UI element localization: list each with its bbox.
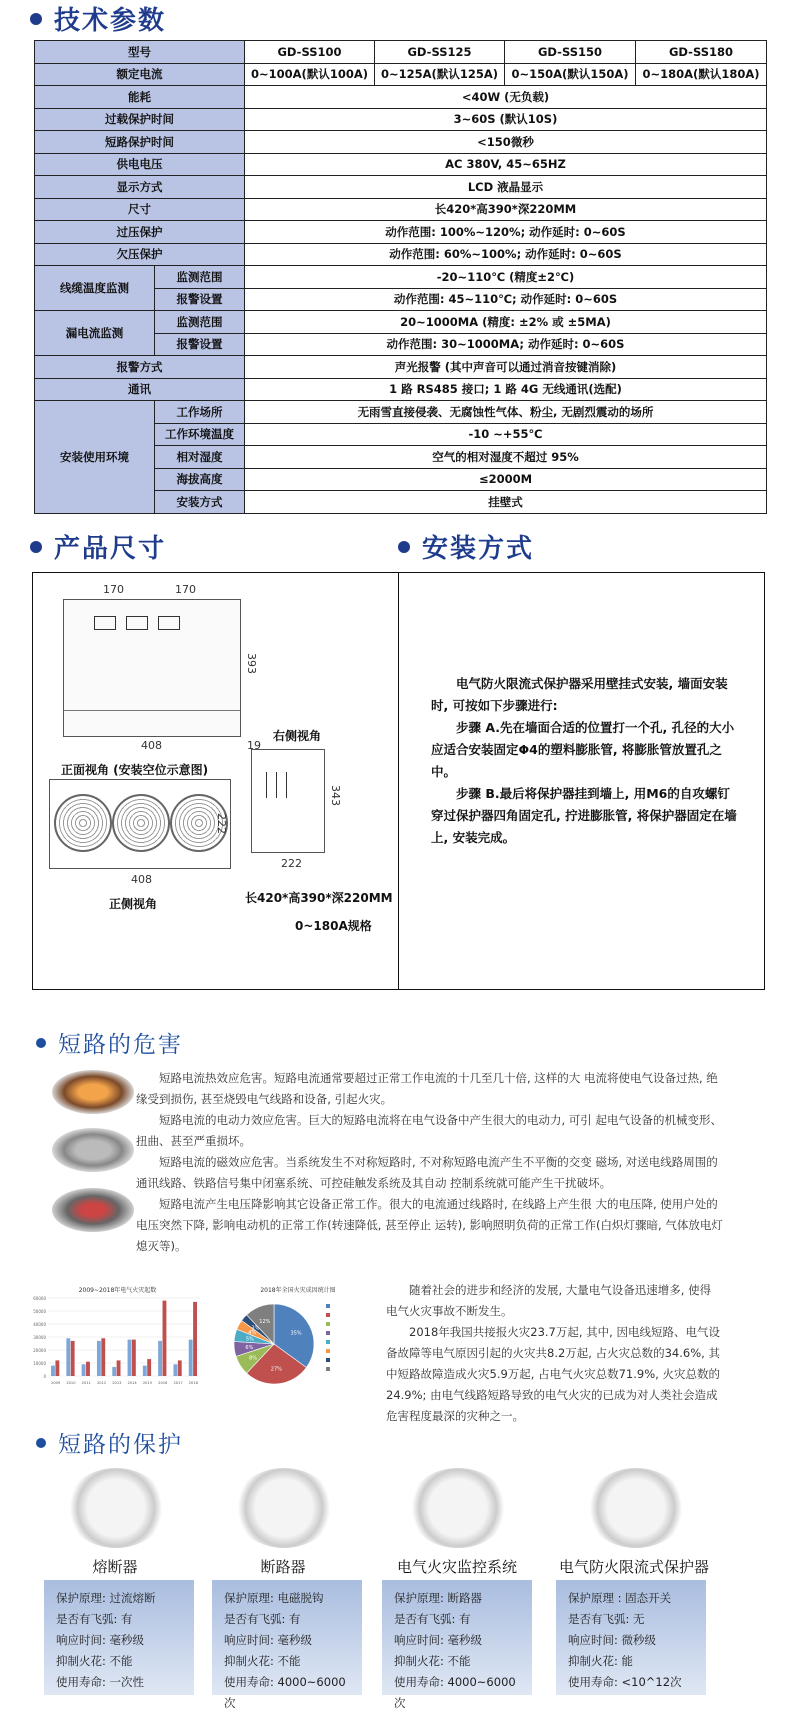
front-view-drawing	[63, 599, 241, 737]
bar	[117, 1360, 121, 1376]
spec-value: -20~110℃ (精度±2℃)	[245, 266, 767, 289]
dim-label: 408	[131, 873, 152, 886]
dimensions-title-text: 产品尺寸	[54, 534, 167, 564]
bullet-icon	[30, 541, 42, 553]
bullet-icon	[36, 1038, 46, 1048]
bar	[147, 1359, 151, 1376]
spec-row	[35, 131, 767, 154]
y-tick-label: 40000	[33, 1322, 46, 1327]
bar	[86, 1362, 90, 1376]
circuit-board-image	[52, 1188, 134, 1232]
y-tick-label: 60000	[33, 1296, 46, 1301]
monitor-system-image	[408, 1468, 508, 1548]
dim-label: 393	[245, 653, 258, 674]
x-tick-label: 2015	[142, 1381, 153, 1385]
spec-row	[35, 243, 767, 266]
fuse-image	[66, 1468, 166, 1548]
slice-label: 3%	[251, 1325, 260, 1332]
bar	[97, 1341, 101, 1376]
slice-label: 27%	[270, 1366, 282, 1373]
card-line: 响应时间: 毫秒级	[394, 1633, 483, 1647]
x-tick-label: 2011	[81, 1381, 91, 1385]
size-label: 长420*高390*深220MM	[245, 891, 393, 905]
spec-sub-label: 安装方式	[155, 491, 245, 514]
spec-value: LCD 液晶显示	[245, 176, 767, 199]
card-line: 使用寿命: 4000~6000次	[394, 1675, 516, 1710]
spec-value: 0~180A(默认180A)	[636, 63, 767, 86]
bar	[66, 1338, 70, 1376]
y-tick-label: 0	[43, 1374, 46, 1379]
bar	[193, 1302, 197, 1376]
spec-value: <40W (无负载)	[245, 86, 767, 109]
spec-value: 1 路 RS485 接口; 1 路 4G 无线通讯(选配)	[245, 378, 767, 401]
spec-value: 动作范围: 100%~120%; 动作延时: 0~60S	[245, 221, 767, 244]
spec-label: 尺寸	[35, 198, 245, 221]
spec-value: 20~1000MA (精度: ±2% 或 ±5MA)	[245, 311, 767, 334]
chart-title: 2018年全国火灾成因统计图	[260, 1287, 336, 1294]
legend-swatch	[326, 1304, 330, 1308]
panel-divider	[398, 573, 399, 989]
card-line: 保护原理: 断路器	[394, 1591, 483, 1605]
fan-icon	[112, 794, 170, 852]
bar	[82, 1364, 86, 1376]
spec-label: 过载保护时间	[35, 108, 245, 131]
bar	[101, 1338, 105, 1376]
fan-icon	[54, 794, 112, 852]
spec-row	[35, 378, 767, 401]
card-line: 响应时间: 毫秒级	[224, 1633, 313, 1647]
card-line: 是否有飞弧: 有	[394, 1612, 471, 1626]
dim-label: 343	[329, 785, 342, 806]
slice-label: 6%	[245, 1345, 254, 1352]
legend-swatch	[326, 1340, 330, 1344]
vent-slot	[286, 772, 287, 798]
card-line: 使用寿命: 一次性	[56, 1675, 145, 1689]
spec-value: 长420*高390*深220MM	[245, 198, 767, 221]
install-text	[431, 673, 741, 849]
protection-section-title	[36, 1426, 183, 1459]
spec-label: 额定电流	[35, 63, 245, 86]
pie-chart	[222, 1282, 374, 1392]
stats-paragraph: 随着社会的进步和经济的发展, 大量电气设备迅速增多, 使得电气火灾事故不断发生。	[386, 1283, 712, 1318]
legend-swatch	[326, 1358, 330, 1362]
spec-label: 报警方式	[35, 356, 245, 379]
install-title-text: 安装方式	[422, 534, 535, 564]
slice-label: 12%	[259, 1318, 271, 1325]
card-line: 抑制火花: 不能	[56, 1654, 133, 1668]
spec-label: 0~180A规格	[295, 919, 372, 933]
x-tick-label: 2010	[66, 1381, 76, 1385]
legend-swatch	[326, 1367, 330, 1371]
spec-row	[35, 108, 767, 131]
legend-swatch	[326, 1349, 330, 1353]
spec-sub-label: 工作环境温度	[155, 423, 245, 446]
spec-section-title	[30, 0, 166, 37]
display-window	[158, 616, 180, 630]
card-line: 抑制火花: 不能	[394, 1654, 471, 1668]
y-tick-label: 10000	[33, 1361, 46, 1366]
card-line: 是否有飞弧: 无	[568, 1612, 645, 1626]
spec-row	[35, 311, 767, 334]
side-view-drawing	[251, 749, 325, 853]
bar	[55, 1360, 59, 1376]
bar	[173, 1364, 177, 1376]
bar	[163, 1301, 167, 1376]
install-paragraph: 步骤 A.先在墙面合适的位置打一个孔, 孔径的大小应适合安装固定Φ4的塑料膨胀管, 将膨胀管放置孔之中。	[431, 720, 735, 779]
card-line: 响应时间: 微秒级	[568, 1633, 657, 1647]
spec-value: 无雨雪直接侵袭、无腐蚀性气体、粉尘, 无剧烈震动的场所	[245, 401, 767, 424]
fire-image	[52, 1070, 134, 1114]
bar	[128, 1340, 132, 1376]
spec-sub-label: 监测范围	[155, 266, 245, 289]
bar	[178, 1360, 182, 1376]
hazards-text	[136, 1068, 724, 1257]
spec-title-text: 技术参数	[54, 6, 167, 36]
spec-sub-label: 海拔高度	[155, 468, 245, 491]
install-paragraph: 电气防火限流式保护器采用壁挂式安装, 墙面安装时, 可按如下步骤进行:	[431, 676, 728, 713]
protection-card	[44, 1580, 194, 1695]
spec-label: 欠压保护	[35, 243, 245, 266]
spec-row	[35, 86, 767, 109]
bar-chart	[30, 1282, 205, 1392]
bar	[143, 1366, 147, 1376]
spec-value: ≤2000M	[245, 468, 767, 491]
bar	[158, 1341, 162, 1376]
spec-value: 挂壁式	[245, 491, 767, 514]
vent-slot	[276, 772, 277, 798]
bullet-icon	[30, 13, 42, 25]
spec-row-model	[35, 41, 767, 64]
spec-group-label: 线缆温度监测	[35, 266, 155, 311]
protection-title-text: 短路的保护	[58, 1432, 183, 1458]
slice-label: 5%	[245, 1336, 254, 1343]
dim-label: 170	[175, 583, 196, 596]
spec-sub-label: 工作场所	[155, 401, 245, 424]
spec-row-current	[35, 63, 767, 86]
vent-slot	[266, 772, 267, 798]
bottom-view-drawing	[49, 779, 231, 869]
spec-value: 声光报警 (其中声音可以通过消音按键消除)	[245, 356, 767, 379]
dim-label: 222	[215, 813, 228, 834]
spec-row	[35, 266, 767, 289]
display-window	[94, 616, 116, 630]
spec-row	[35, 221, 767, 244]
bar	[112, 1367, 116, 1376]
spec-value: GD-SS125	[375, 41, 505, 64]
x-tick-label: 2016	[158, 1381, 168, 1385]
spec-value: GD-SS100	[245, 41, 375, 64]
spec-label: 通讯	[35, 378, 245, 401]
legend-swatch	[326, 1331, 330, 1335]
spec-value: 空气的相对湿度不超过 95%	[245, 446, 767, 469]
card-line: 保护原理: 过流熔断	[56, 1591, 156, 1605]
bar	[189, 1340, 193, 1376]
dim-label: 19	[247, 739, 261, 752]
protection-name: 熔断器	[92, 1558, 138, 1576]
dimensions-section-title	[30, 528, 166, 565]
spec-table	[34, 40, 767, 514]
machinery-image	[52, 1128, 134, 1172]
slice-label: 4%	[248, 1330, 257, 1337]
protection-name: 断路器	[260, 1558, 306, 1576]
spec-label: 显示方式	[35, 176, 245, 199]
card-line: 是否有飞弧: 有	[224, 1612, 301, 1626]
card-line: 抑制火花: 能	[568, 1654, 634, 1668]
panel-line	[64, 710, 240, 711]
dimensions-panel	[32, 572, 765, 990]
x-tick-label: 2014	[127, 1381, 137, 1385]
stats-text	[386, 1280, 722, 1427]
front-view-label: 正面视角 (安装空位示意图)	[61, 763, 209, 777]
spec-value: 3~60S (默认10S)	[245, 108, 767, 131]
side-view-label: 右侧视角	[273, 729, 322, 743]
protection-card	[212, 1580, 362, 1710]
bullet-icon	[36, 1438, 46, 1448]
x-tick-label: 2012	[96, 1381, 107, 1385]
hazards-section-title	[36, 1026, 183, 1059]
spec-value: -10 ~+55℃	[245, 423, 767, 446]
spec-value: 动作范围: 30~1000MA; 动作延时: 0~60S	[245, 333, 767, 356]
hazard-paragraph: 短路电流产生电压降影响其它设备正常工作。很大的电流通过线路时, 在线路上产生很 大的电压降, 使用户处的电压突然下降, 影响电动机的正常工作(转速降低, 甚至停止 运转), 影响照明负荷的正常工作(白炽灯骤暗, 气体放电灯熄灭等)。	[136, 1197, 723, 1253]
spec-sub-label: 报警设置	[155, 288, 245, 311]
spec-value: GD-SS150	[505, 41, 636, 64]
protection-card	[382, 1580, 532, 1710]
stats-paragraph: 2018年我国共接报火灾23.7万起, 其中, 因电线短路、电气设备故障等电气原因引起的火灾共8.2万起, 占火灾总数的34.6%, 其中短路故障造成火灾5.9万起, 占电气火灾总数71.9%, 火灾总数的24.9%; 由电气线路短路导致的电气火灾的已成为对人类社会造成危害程度最深的灾种之一。	[386, 1325, 720, 1423]
bottom-view-label: 正侧视角	[109, 897, 158, 911]
spec-value: <150微秒	[245, 131, 767, 154]
install-paragraph: 步骤 B.最后将保护器挂到墙上, 用M6的自攻螺钉穿过保护器四角固定孔, 拧进膨胀管, 将保护器固定在墙上, 安装完成。	[431, 786, 737, 845]
spec-value: 0~150A(默认150A)	[505, 63, 636, 86]
spec-value: 0~100A(默认100A)	[245, 63, 375, 86]
spec-row	[35, 176, 767, 199]
spec-row	[35, 198, 767, 221]
card-line: 使用寿命: <10^12次	[568, 1675, 682, 1689]
card-line: 是否有飞弧: 有	[56, 1612, 133, 1626]
dim-label: 408	[141, 739, 162, 752]
chart-title: 2009~2018年电气火灾起数	[78, 1287, 157, 1294]
bar	[51, 1366, 55, 1376]
spec-label: 短路保护时间	[35, 131, 245, 154]
limiter-image	[586, 1468, 686, 1548]
spec-label: 过压保护	[35, 221, 245, 244]
hazard-paragraph: 短路电流的磁效应危害。当系统发生不对称短路时, 不对称短路电流产生不平衡的交变 磁场, 对送电线路周围的通讯线路、铁路信号集中闭塞系统、可控硅触发系统及其自动 控制系统就可能产生干扰破坏。	[136, 1155, 718, 1190]
card-line: 响应时间: 毫秒级	[56, 1633, 145, 1647]
spec-row	[35, 153, 767, 176]
display-window	[126, 616, 148, 630]
spec-group-label: 漏电流监测	[35, 311, 155, 356]
hazards-title-text: 短路的危害	[58, 1032, 183, 1058]
legend-swatch	[326, 1313, 330, 1317]
slice-label: 35%	[290, 1330, 302, 1337]
spec-row	[35, 401, 767, 424]
protection-name: 电气火灾监控系统	[396, 1558, 517, 1576]
protection-name: 电气防火限流式保护器	[558, 1558, 709, 1576]
x-tick-label: 2009	[51, 1381, 61, 1385]
spec-value: 动作范围: 45~110℃; 动作延时: 0~60S	[245, 288, 767, 311]
bullet-icon	[398, 541, 410, 553]
card-line: 保护原理: 电磁脱钩	[224, 1591, 324, 1605]
legend-swatch	[326, 1322, 330, 1326]
spec-sub-label: 相对湿度	[155, 446, 245, 469]
card-line: 保护原理 : 固态开关	[568, 1591, 672, 1605]
card-line: 抑制火花: 不能	[224, 1654, 301, 1668]
spec-value: 动作范围: 60%~100%; 动作延时: 0~60S	[245, 243, 767, 266]
install-section-title	[398, 528, 534, 565]
x-tick-label: 2017	[173, 1381, 183, 1385]
spec-value: AC 380V, 45~65HZ	[245, 153, 767, 176]
breaker-image	[234, 1468, 334, 1548]
spec-sub-label: 监测范围	[155, 311, 245, 334]
slice-label: 8%	[249, 1355, 258, 1362]
card-line: 使用寿命: 4000~6000次	[224, 1675, 346, 1710]
dim-label: 170	[103, 583, 124, 596]
dim-label: 222	[281, 857, 302, 870]
spec-label: 型号	[35, 41, 245, 64]
spec-value: GD-SS180	[636, 41, 767, 64]
bar	[132, 1340, 136, 1376]
hazard-paragraph: 短路电流热效应危害。短路电流通常要超过正常工作电流的十几至几十倍, 这样的大 电流将使电气设备过热, 绝缘受到损伤, 甚至烧毁电气线路和设备, 引起火灾。	[136, 1071, 718, 1106]
spec-label: 能耗	[35, 86, 245, 109]
spec-value: 0~125A(默认125A)	[375, 63, 505, 86]
x-tick-label: 2018	[188, 1381, 198, 1385]
y-tick-label: 30000	[33, 1335, 46, 1340]
protection-card	[556, 1580, 706, 1695]
spec-row	[35, 356, 767, 379]
y-tick-label: 20000	[33, 1348, 46, 1353]
y-tick-label: 50000	[33, 1309, 46, 1314]
spec-group-label: 安装使用环境	[35, 401, 155, 514]
spec-label: 供电电压	[35, 153, 245, 176]
x-tick-label: 2013	[112, 1381, 122, 1385]
spec-sub-label: 报警设置	[155, 333, 245, 356]
hazard-paragraph: 短路电流的电动力效应危害。巨大的短路电流将在电气设备中产生很大的电动力, 可引 起电气设备的机械变形、扭曲、甚至严重损坏。	[136, 1113, 722, 1148]
bar	[71, 1341, 75, 1376]
